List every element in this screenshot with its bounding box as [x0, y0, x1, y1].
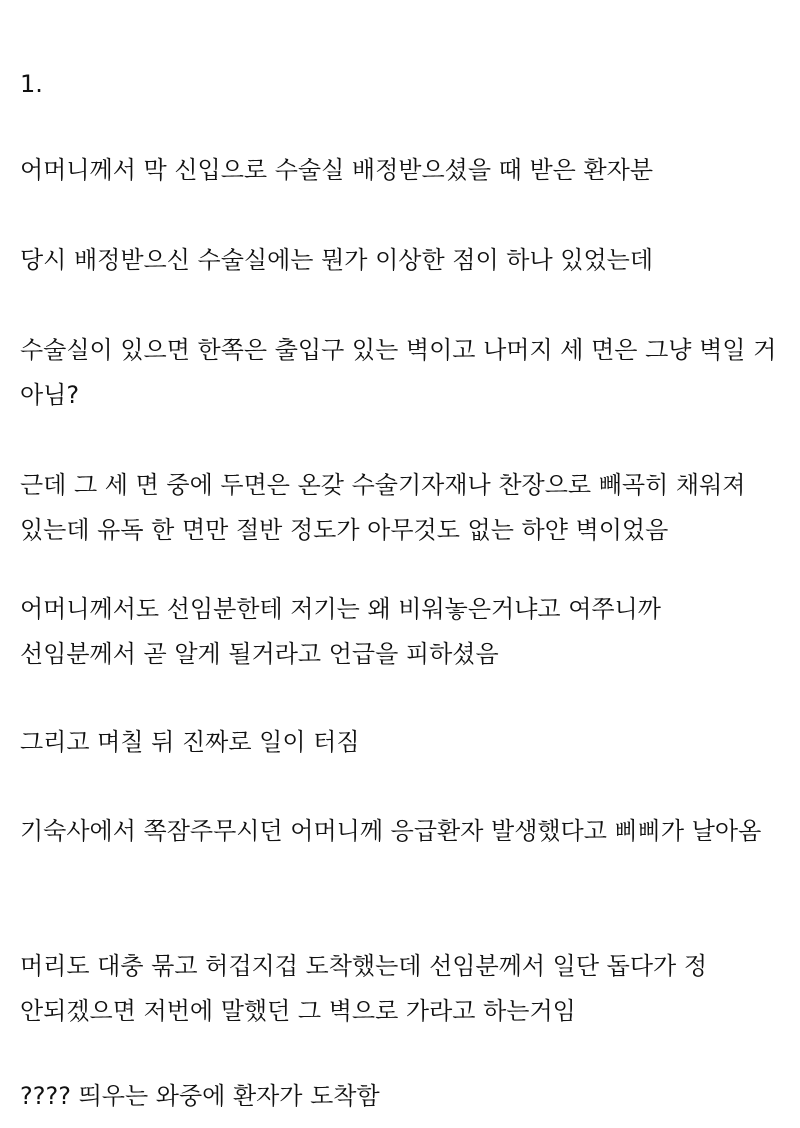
section-number: 1. [20, 70, 43, 98]
paragraph-6: 그리고 며칠 뒤 진짜로 일이 터짐 [20, 728, 360, 756]
paragraph-1: 어머니께서 막 신입으로 수술실 배정받으셨을 때 받은 환자분 [20, 156, 654, 184]
paragraph-4: 근데 그 세 면 중에 두면은 온갖 수술기자재나 찬장으로 빼곡히 채워져 있는데 유독 한 면만 절반 정도가 아무것도 없는 하얀 벽이었음 [20, 471, 746, 544]
paragraph-8: 머리도 대충 묶고 허겁지겁 도착했는데 선임분께서 일단 돕다가 정 안되겠으면 저번에 말했던 그 벽으로 가라고 하는거임 [20, 952, 707, 1025]
paragraph-5: 어머니께서도 선임분한테 저기는 왜 비워놓은거냐고 여쭈니까 선임분께서 곧 알게 될거라고 언급을 피하셨음 [20, 595, 661, 668]
paragraph-7: 기숙사에서 쪽잠주무시던 어머니께 응급환자 발생했다고 삐삐가 날아옴 [20, 817, 762, 845]
paragraph-2: 당시 배정받으신 수술실에는 뭔가 이상한 점이 하나 있었는데 [20, 246, 654, 274]
paragraph-9: ???? 띄우는 와중에 환자가 도착함 [20, 1082, 380, 1110]
paragraph-3: 수술실이 있으면 한쪽은 출입구 있는 벽이고 나머지 세 면은 그냥 벽일 거 아님? [20, 336, 777, 409]
